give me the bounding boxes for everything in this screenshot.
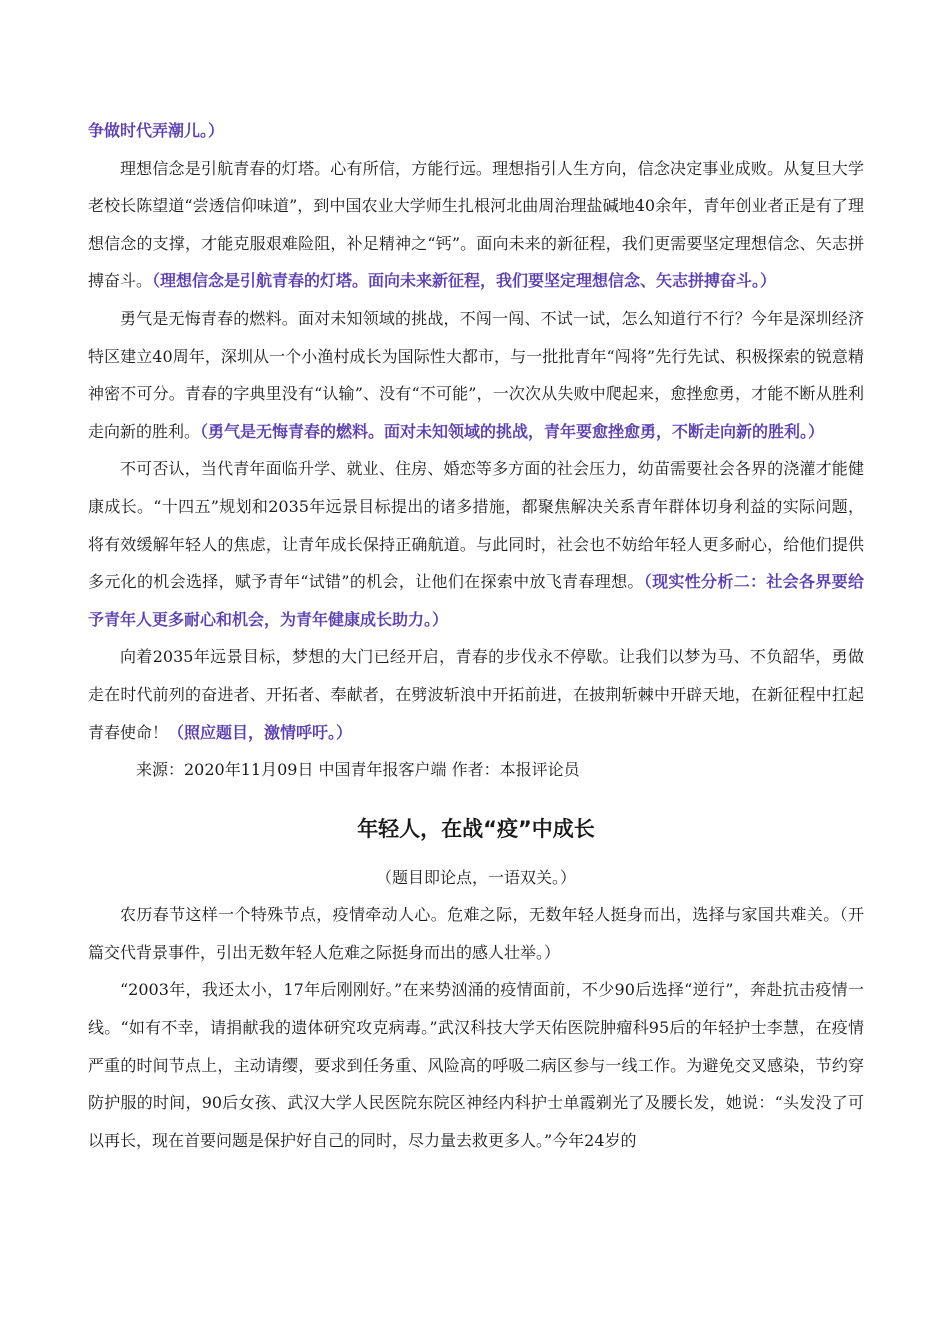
article2-paragraph-1 [88, 896, 864, 971]
article2-paragraph-2 [88, 971, 864, 1159]
annotation-note: （照应题目，激情呼吁。） [168, 722, 353, 742]
paragraph-text: 不可否认，当代青年面临升学、就业、住房、婚恋等多方面的社会压力，幼苗需要社会各界的浇灌才能健康成长。“十四五”规划和2035年远景目标提出的诸多措施，都聚焦解决关系青年群体切身利益的实际问题，将有效缓解年轻人的焦虑，让青年成长保持正确航道。与此同时，社会也不妨给年轻人更多耐心，给他们提供多元化的机会选择，赋予青年“试错”的机会，让他们在探索中放飞青春理想。 [88, 459, 864, 592]
annotation-note: （开篇交代背景事件，引出无数年轻人危难之际挺身而出的感人壮举。） [88, 905, 864, 962]
document-body [88, 112, 864, 1159]
source-line: 来源：2020年11月09日 中国青年报客户端 作者：本报评论员 [136, 760, 580, 780]
annotation-note: 争做时代弄潮儿。） [88, 121, 225, 140]
article-title: 年轻人，在战“疫”中成长 [357, 816, 595, 841]
paragraph-3 [88, 450, 864, 638]
paragraph-0 [88, 112, 864, 150]
annotation-note: （现实性分析二：社会各界要给予青年人更多耐心和机会，为青年健康成长助力。） [88, 572, 864, 629]
paragraph-text: 农历春节这样一个特殊节点，疫情牵动人心。危难之际，无数年轻人挺身而出，选择与家国共难关。 [120, 905, 840, 925]
paragraph-4 [88, 638, 864, 751]
paragraph-text: 理想信念是引航青春的灯塔。心有所信，方能行远。理想指引人生方向，信念决定事业成败。从复旦大学老校长陈望道“尝透信仰味道”，到中国农业大学师生扎根河北曲周治理盐碱地40余年，青年创业者正是有了理想信念的支撑，才能克服艰难险阻，补足精神之“钙”。面向未来的新征程，我们更需要坚定理想信念、矢志拼搏奋斗。 [88, 158, 864, 291]
paragraph-text: 向着2035年远景目标，梦想的大门已经开启，青春的步伐永不停歇。让我们以梦为马、不负韶华，勇做走在时代前列的奋进者、开拓者、奉献者，在劈波斩浪中开拓前进，在披荆斩棘中开辟天地，在新征程中扛起青春使命！ [88, 647, 864, 742]
annotation-note: （勇气是无悔青春的燃料。面对未知领域的挑战，青年要愈挫愈勇，不断走向新的胜利。） [200, 421, 825, 441]
paragraph-2 [88, 300, 864, 450]
paragraph-text: “2003年，我还太小，17年后刚刚好。”在来势汹涌的疫情面前，不少90后选择“逆行”，奔赴抗击疫情一线。“如有不幸，请捐献我的遗体研究攻克病毒。”武汉科技大学天佑医院肿瘤科95后的年轻护士李慧，在疫情严重的时间节点上，主动请缨，要求到任务重、风险高的呼吸二病区参与一线工作。为避免交叉感染，节约穿防护服的时间，90后女孩、武汉大学人民医院东院区神经内科护士单霞剃光了及腰长发，她说：“头发没了可以再长，现在首要问题是保护好自己的同时，尽力量去救更多人。”今年24岁的 [88, 980, 864, 1150]
paragraph-text: 勇气是无悔青春的燃料。面对未知领域的挑战，不闯一闯、不试一试，怎么知道行不行？今年是深圳经济特区建立40周年，深圳从一个小渔村成长为国际性大都市，与一批批青年“闯将”先行先试、积极探索的锐意精神密不可分。青春的字典里没有“认输”、没有“不可能”，一次次从失败中爬起来，愈挫愈勇，才能不断从胜利走向新的胜利。 [88, 308, 864, 441]
paragraph-1 [88, 150, 864, 300]
article-subtitle: （题目即论点，一语双关。） [375, 867, 576, 887]
annotation-note: （理想信念是引航青春的灯塔。面向未来新征程，我们要坚定理想信念、矢志拼搏奋斗。） [152, 271, 777, 291]
